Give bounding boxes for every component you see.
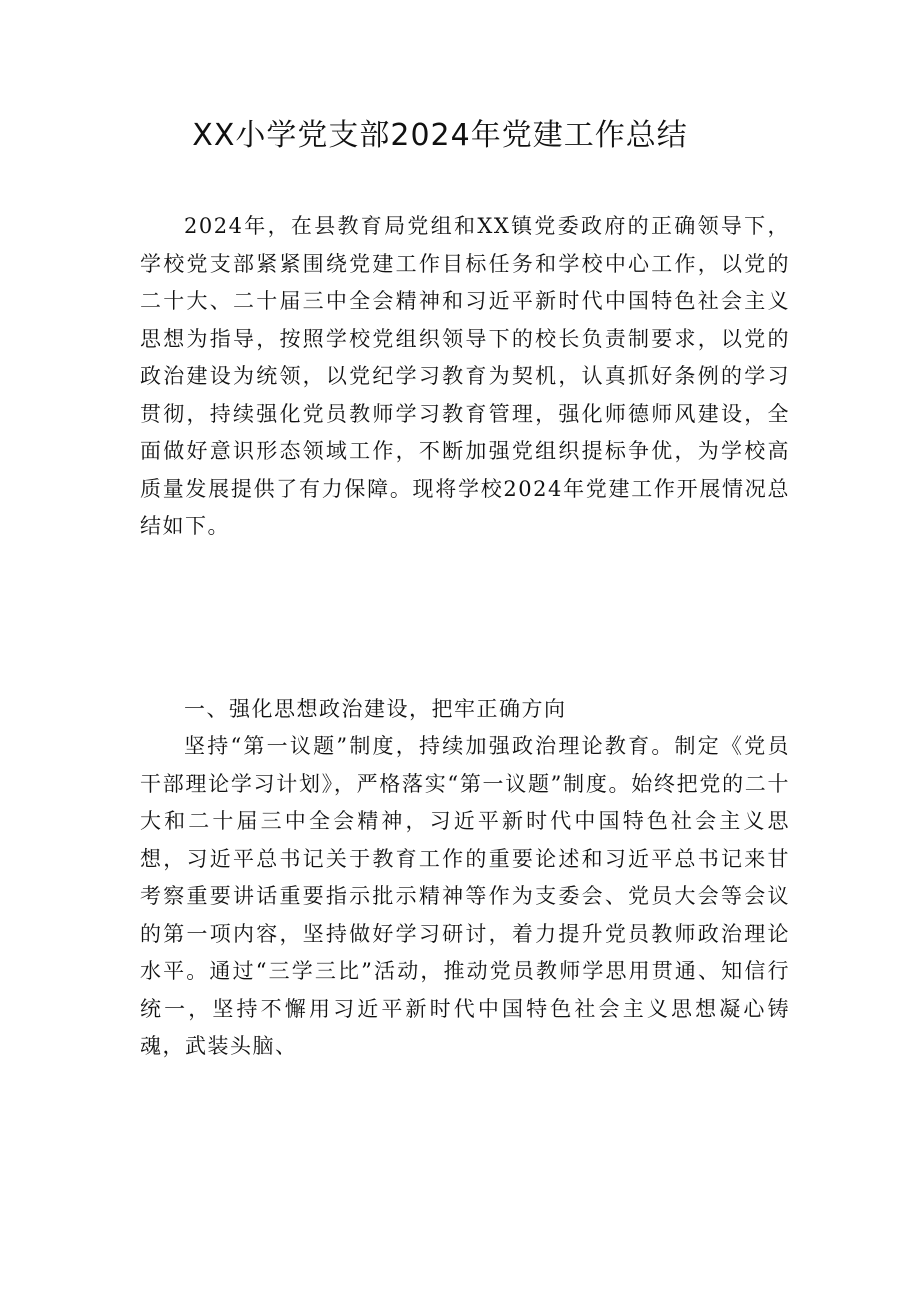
section-heading-1: 一、强化思想政治建设，把牢正确方向 <box>184 697 567 721</box>
section-paragraph-1: 坚持“第一议题”制度，持续加强政治理论教育。制定《党员干部理论学习计划》，严格落实“第一议题”制度。始终把党的二十大和二十届三中全会精神，习近平新时代中国特色社会主义思想，习近平总书记关于教育工作的重要论述和习近平总书记来甘考察重要讲话重要指示批示精神等作为支委会、党员大会等会议的第一项内容，坚持做好学习研讨，着力提升党员教师政治理论水平。通过“三学三比”活动，推动党员教师学思用贯通、知信行统一，坚持不懈用习近平新时代中国特色社会主义思想凝心铸魂，武装头脑、 <box>140 734 790 1058</box>
intro-paragraph: 2024年，在县教育局党组和XX镇党委政府的正确领导下，学校党支部紧紧围绕党建工作目标任务和学校中心工作，以党的二十大、二十届三中全会精神和习近平新时代中国特色社会主义思想为指导，按照学校党组织领导下的校长负责制要求，以党的政治建设为统领，以党纪学习教育为契机，认真抓好条例的学习贯彻，持续强化党员教师学习教育管理，强化师德师风建设，全面做好意识形态领域工作，不断加强党组织提标争优，为学校高质量发展提供了有力保障。现将学校2024年党建工作开展情况总结如下。 <box>140 214 790 538</box>
document-title: XX小学党支部2024年党建工作总结 <box>192 118 688 153</box>
